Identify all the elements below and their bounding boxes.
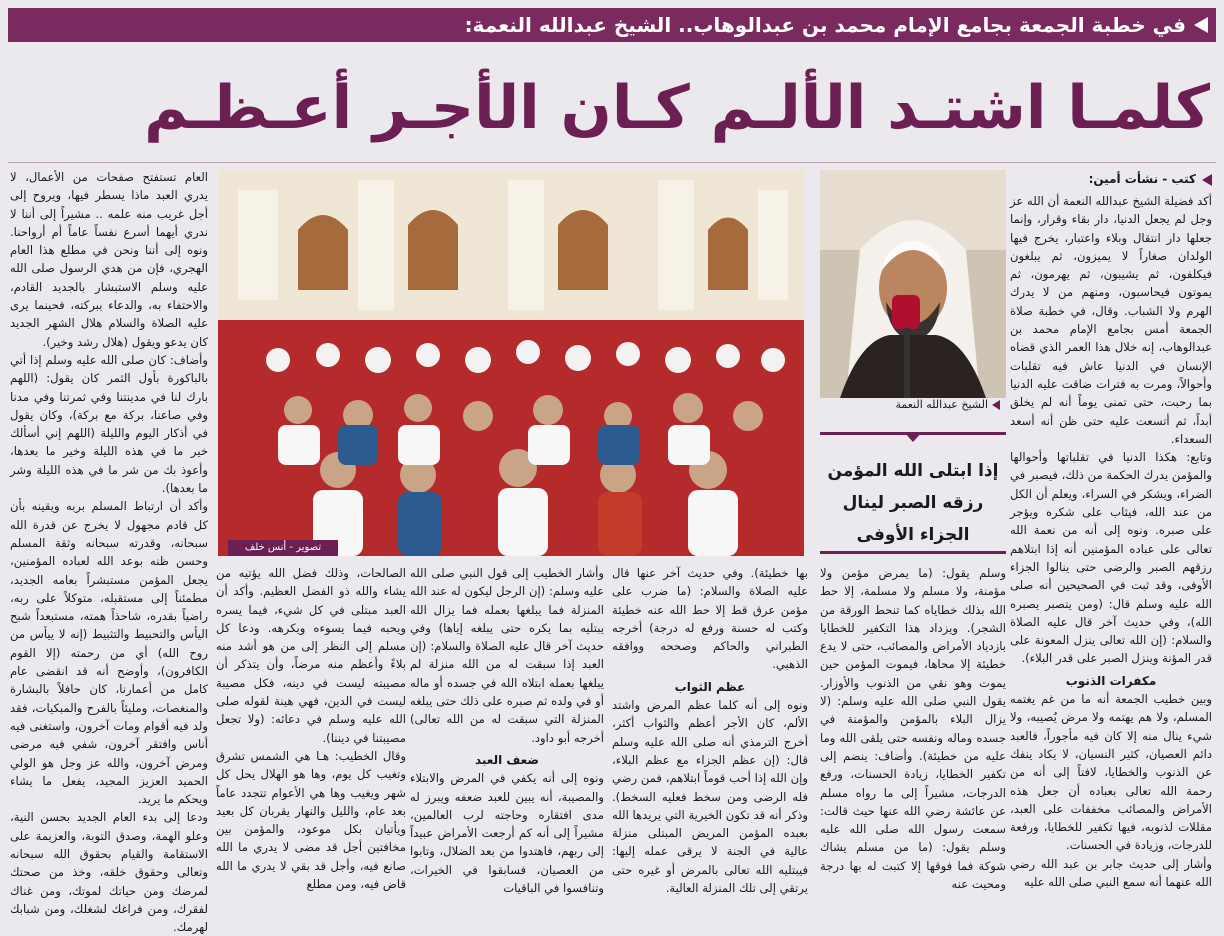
paragraph: العام تستفتح صفحات من الأعمال، لا يدري العبد ماذا يسطر فيها، ويروح إلى أجل غريب منه علمه .. مشيراً إلى أننا لا ندري أيهما أسرع نفساً عاماً أم أرواحنا. ونوه إلى أننا ونحن في مطلع هذا العام الهجري، فإن من هدي الرسول صلى الله عليه وسلم الاستبشار بالجديد القادم، والاحتفاء به، والدعاء ببركته، فحينما يرى عليه الصلاة والسلام هلال الشهر الجديد كان يدعو ويقول (هلال رشد وخير).: [10, 170, 208, 349]
paragraph: وأكد أن ارتباط المسلم بربه ويقينه بأن كل قادم مجهول لا يخرج عن قدرة الله سبحانه، وقدرته سبحانه وثقة المسلم وحسن ظنه بوعد الله لعباده المؤمنين، يجعل المؤمن مستبشراً بعامه الجديد، مطمئناً إلى مستقبله، متوكلاً على ربه، راضياً بقدره، شاحذاً همته، مستبعداً شبح اليأس والتحبيط والتثبيط (إنه لا ييأس من روح الله) أي من رحمته (إلا القوم الكافرون)، وأوضح أنه قد انقضى عام كامل من أعمارنا، كان حافلاً بالبشارة والمنغصات، ومليئاً بالفرح والمبكيات، فقد ولد فيه أقوام ومات آخرون، واستغنى فيه أناس وافتقر آخرون، شفي فيه مرضى ومرض آخرون، والله عز وجل هو الولي الحميد العزيز المجيد، يفعل ما يشاء ويحكم ما يريد.: [10, 499, 208, 807]
paragraph: ودعا إلى بدء العام الجديد بحسن النية، وعلو الهمة، وصدق التوبة، والعزيمة على الاستقامة والقيام بحقوق الله سبحانه وتعالى وحقوق خلقه، وخذ من صحتك لمرضك ومن حياتك لموتك، ومن غناك لفقرك، ومن فراغك لشغلك، ومن شبابك لهرمك.: [10, 810, 208, 935]
sheikh-portrait-image: [820, 170, 1006, 398]
article-column-2: [820, 564, 1006, 892]
paragraph: وأضاف: كان صلى الله عليه وسلم إذا أتي بالباكورة بأول الثمر كان يقول: (اللهم بارك لنا في مدينتنا وفي ثمرتنا وفي مدنا وفي صاعنا، بركة مع بركة)، وكان يقول في أذكار اليوم والليلة (اللهم إني أسألك خير ما في هذه الليلة وخير ما بعدها، وأعوذ بك من شر ما في هذه الليلة وشر ما بعدها).: [10, 352, 208, 496]
paragraph: وقال الخطيب: هـا هي الشمس تشرق وتغيب كل يوم، وها هو الهلال يحل كل شهر ويغيب وها هي الأعوام تتجدد عاماً بعد عام، والليل والنهار يقربان كل بعيد ويأتيان بكل موعود، والمؤمن بين مخافتين أجل قد مضى لا يدري ما الله صانع فيه، وأجل قد بقي لا يدري ما الله قاض فيه، ومن مطلع: [216, 748, 406, 892]
banner-text: في خطبة الجمعة بجامع الإمام محمد بن عبدالوهاب.. الشيخ عبدالله النعمة:: [464, 13, 1186, 37]
portrait-caption-text: الشيخ عبدالله النعمة: [895, 398, 988, 411]
paragraph: وتابع: هكذا الدنيا في تقلباتها وأحوالها والمؤمن يدرك الحكمة من ذلك، فيصبر في الضراء، ويشكر في السراء، ويعلم أن الكل من عند الله، فيثاب على شكره ويؤجر على صبره. ونوه إلى أنه من نعمة الله تعالى على عباده المؤمنين أنه إذا ابتلاهم رزقهم الصبر والرضى حتى ينالوا الجزاء الأوفى، وقد ثبت في الصحيحين أنه صلى الله عليه وسلم قال: (ومن يتصبر يصبره الله)، وفي حديث آخر قال عليه الصلاة والسلام: (إن الله تعالى ينزل المعونة على قدر المؤنة وينزل الصبر على قدر البلاء).: [1010, 450, 1212, 666]
article-column-3: [612, 564, 808, 896]
subheading: مكفرات الذنوب: [1065, 673, 1157, 688]
paragraph: الصالحات، وذلك فضل الله يؤتيه من يشاء والله ذو الفضل العظيم. وأكد أن العبد مبتلى في كل شيء، فيما يسره ويحبه فيما يسوءه ويكرهه. ودعا كل مسلم إلى النظر إلى من هو أشد منه بلاءً وأعظم منه مرضاً، وأن يتذكر أن مصيبته ليست في دينه، فكل مصيبة ليست في الدين، فهي هينة لقوله صلى الله عليه وسلم في دعائه: (ولا تجعل مصيبتنا في ديننا).: [216, 566, 406, 745]
article-column-1: [1010, 192, 1212, 889]
paragraph: أكد فضيلة الشيخ عبدالله النعمة أن الله عز وجل لم يجعل الدنيا، دار بقاء وقرار، وإنما جعلها دار انتقال وبلاء واعتبار، يخرج فيها الولدان صغاراً لا يميزون، ثم يبلغون فيكلفون، ثم يشيبون، ثم يهرمون، ثم يموتون فيحاسبون، ومنهم من لا يدرك الهرم ولا الشباب. وقال، في خطبة صلاة الجمعة أمس بجامع الإمام محمد بن عبدالوهاب، إنه خلال هذا العمر الذي قضاه الإنسان في الدنيا عاش فيه تقلبات وأحوالاً، ومرت به فترات ضاقت عليه الدنيا بما رحبت، حتى تمنى يوماً أنه لم يخلق أبداً، ثم أتسعت عليه حتى ظن أنه أسعد السعداء.: [1010, 194, 1212, 446]
pull-quote-marker-icon: [904, 432, 922, 442]
portrait-caption: [820, 398, 1006, 416]
subheading: ضعف العبد: [474, 752, 540, 767]
paragraph: وسلم يقول: (ما يمرض مؤمن ولا مؤمنة، ولا مسلم ولا مسلمة، إلا حط الله بذلك خطاياه كما تنحط الورقة من الشجر). ويزداد هذا التكفير للخطايا بازدياد الأمراض والمصائب، حتى لا يدع خطيئة إلا محاها، فيموت المؤمن حين يموت وهو نقي من الذنوب والأوزار. يقول النبي صلى الله عليه وسلم: (لا يزال البلاء بالمؤمن والمؤمنة في جسده وماله ونفسه حتى يلقى الله وما عليه من خطيئة). وأضاف: ينضم إلى تكفير الخطايا، زيادة الحسنات، ورفع الدرجات، مشيراً إلى ما رواه مسلم عن عائشة رضي الله عنها حيث قالت: سمعت رسول الله صلى الله عليه وسلم يقول: (ما من مسلم يشاك شوكة فما فوقها إلا كتبت له بها درجة ومحيت عنه: [820, 566, 1006, 892]
paragraph: وأشار الخطيب إلى قول النبي صلى الله عليه وسلم: (إن الرجل ليكون له عند الله المنزلة فما يبلغها بعمله فما يزال الله يبتليه بما يكره حتى يبلغه إياها) وفي حديث آخر قال عليه الصلاة والسلام: (إن العبد إذا سبقت له من الله منزلة لم يبلغها بعمله ابتلاه الله في جسده أو ماله أو في ولده ثم صبره على ذلك حتى يبلغه المنزلة التي سبقت له من الله تعالى) أخرجه أبو داود.: [410, 566, 604, 745]
article-column-4: [410, 564, 604, 896]
mosque-worshippers-photo: [218, 170, 804, 556]
byline-text: كتب - نشأت أمين:: [1088, 172, 1196, 186]
pull-quote-text: إذا ابتلى الله المؤمن رزقه الصبر لينال الجزاء الأوفى: [827, 461, 999, 545]
paragraph: ونوه إلى أنه كلما عظم المرض واشتد الألم، كان الأجر أعظم والثواب أكثر، أخرج الترمذي أنه صلى الله عليه وسلم قال: (إن عظم الجزاء مع عظم البلاء، وإن الله إذا أحب قوماً ابتلاهم، فمن رضي فله الرضى ومن سخط فعليه السخط). وذكر أنه قد تكون الخيرية التي يريدها الله بعبده المؤمن المريض المبتلى منزلة عالية في الجنة لا يرقى عمله إليها: فيبتليه الله تعالى بالمرض أو غيره حتى يرتقي إلى تلك المنزلة العالية.: [612, 698, 808, 896]
divider: [8, 162, 1216, 163]
byline-marker-icon: [1202, 174, 1212, 186]
article-column-6: [10, 168, 208, 935]
paragraph: وأشار إلى حديث جابر بن عبد الله رضي الله عنهما أنه سمع النبي صلى الله عليه: [1010, 856, 1212, 889]
photo-credit: تصوير - أنس خلف: [228, 540, 338, 556]
paragraph: ونوه إلى أنه يكفي في المرض والابتلاء والمصيبة، أنه يبين للعبد ضعفه ويبرز له مدى افتقاره وحاجته لرب العالمين، مشيراً إلى أنه كم أرجعت الأمراض عبيداً إلى ربهم، فاهتدوا من بعد الضلال، وتابوا من العصيان، فسابقوا في الخيرات، وتنافسوا في الباقيات: [410, 771, 604, 896]
paragraph: بها خطيئة). وفي حديث آخر عنها قال عليه الصلاة والسلام: (ما ضرب على مؤمن عرق قط إلا حط الله عنه خطيئة وكتب له حسنة ورفع له درجة) أخرجه الطبراني والحاكم وصححه ووافقه الذهبي.: [612, 566, 808, 672]
byline: [1002, 172, 1212, 190]
article-column-5: [216, 564, 406, 892]
paragraph: وبين خطيب الجمعة أنه ما من غم يغتمه المسلم، ولا هم يهتمه ولا مرض يُصيبه، ولا شيء ينال منه إلا كان فيه مأجوراً، فالعبد دائم العصيان، كثير النسيان، لا يكاد ينفك عن الذنوب والخطايا، لافتاً إلى أنه من رحمة الله تعالى بعباده أن جعل هذه الأمراض والمصائب مخففات على العبد، مقللات لذنوبه، فيها تكفير للخطايا، ورفعة للدرجات، وزيادة في الحسنات.: [1010, 692, 1212, 853]
caption-marker-icon: [992, 400, 1000, 410]
subheading: عظم الثواب: [674, 679, 746, 694]
headline: كلمـا اشتـد الألـم كـان الأجـر أعـظـم: [144, 73, 1210, 143]
pull-quote: [820, 432, 1006, 554]
top-banner: [8, 8, 1216, 42]
banner-arrow-icon: [1194, 17, 1208, 33]
